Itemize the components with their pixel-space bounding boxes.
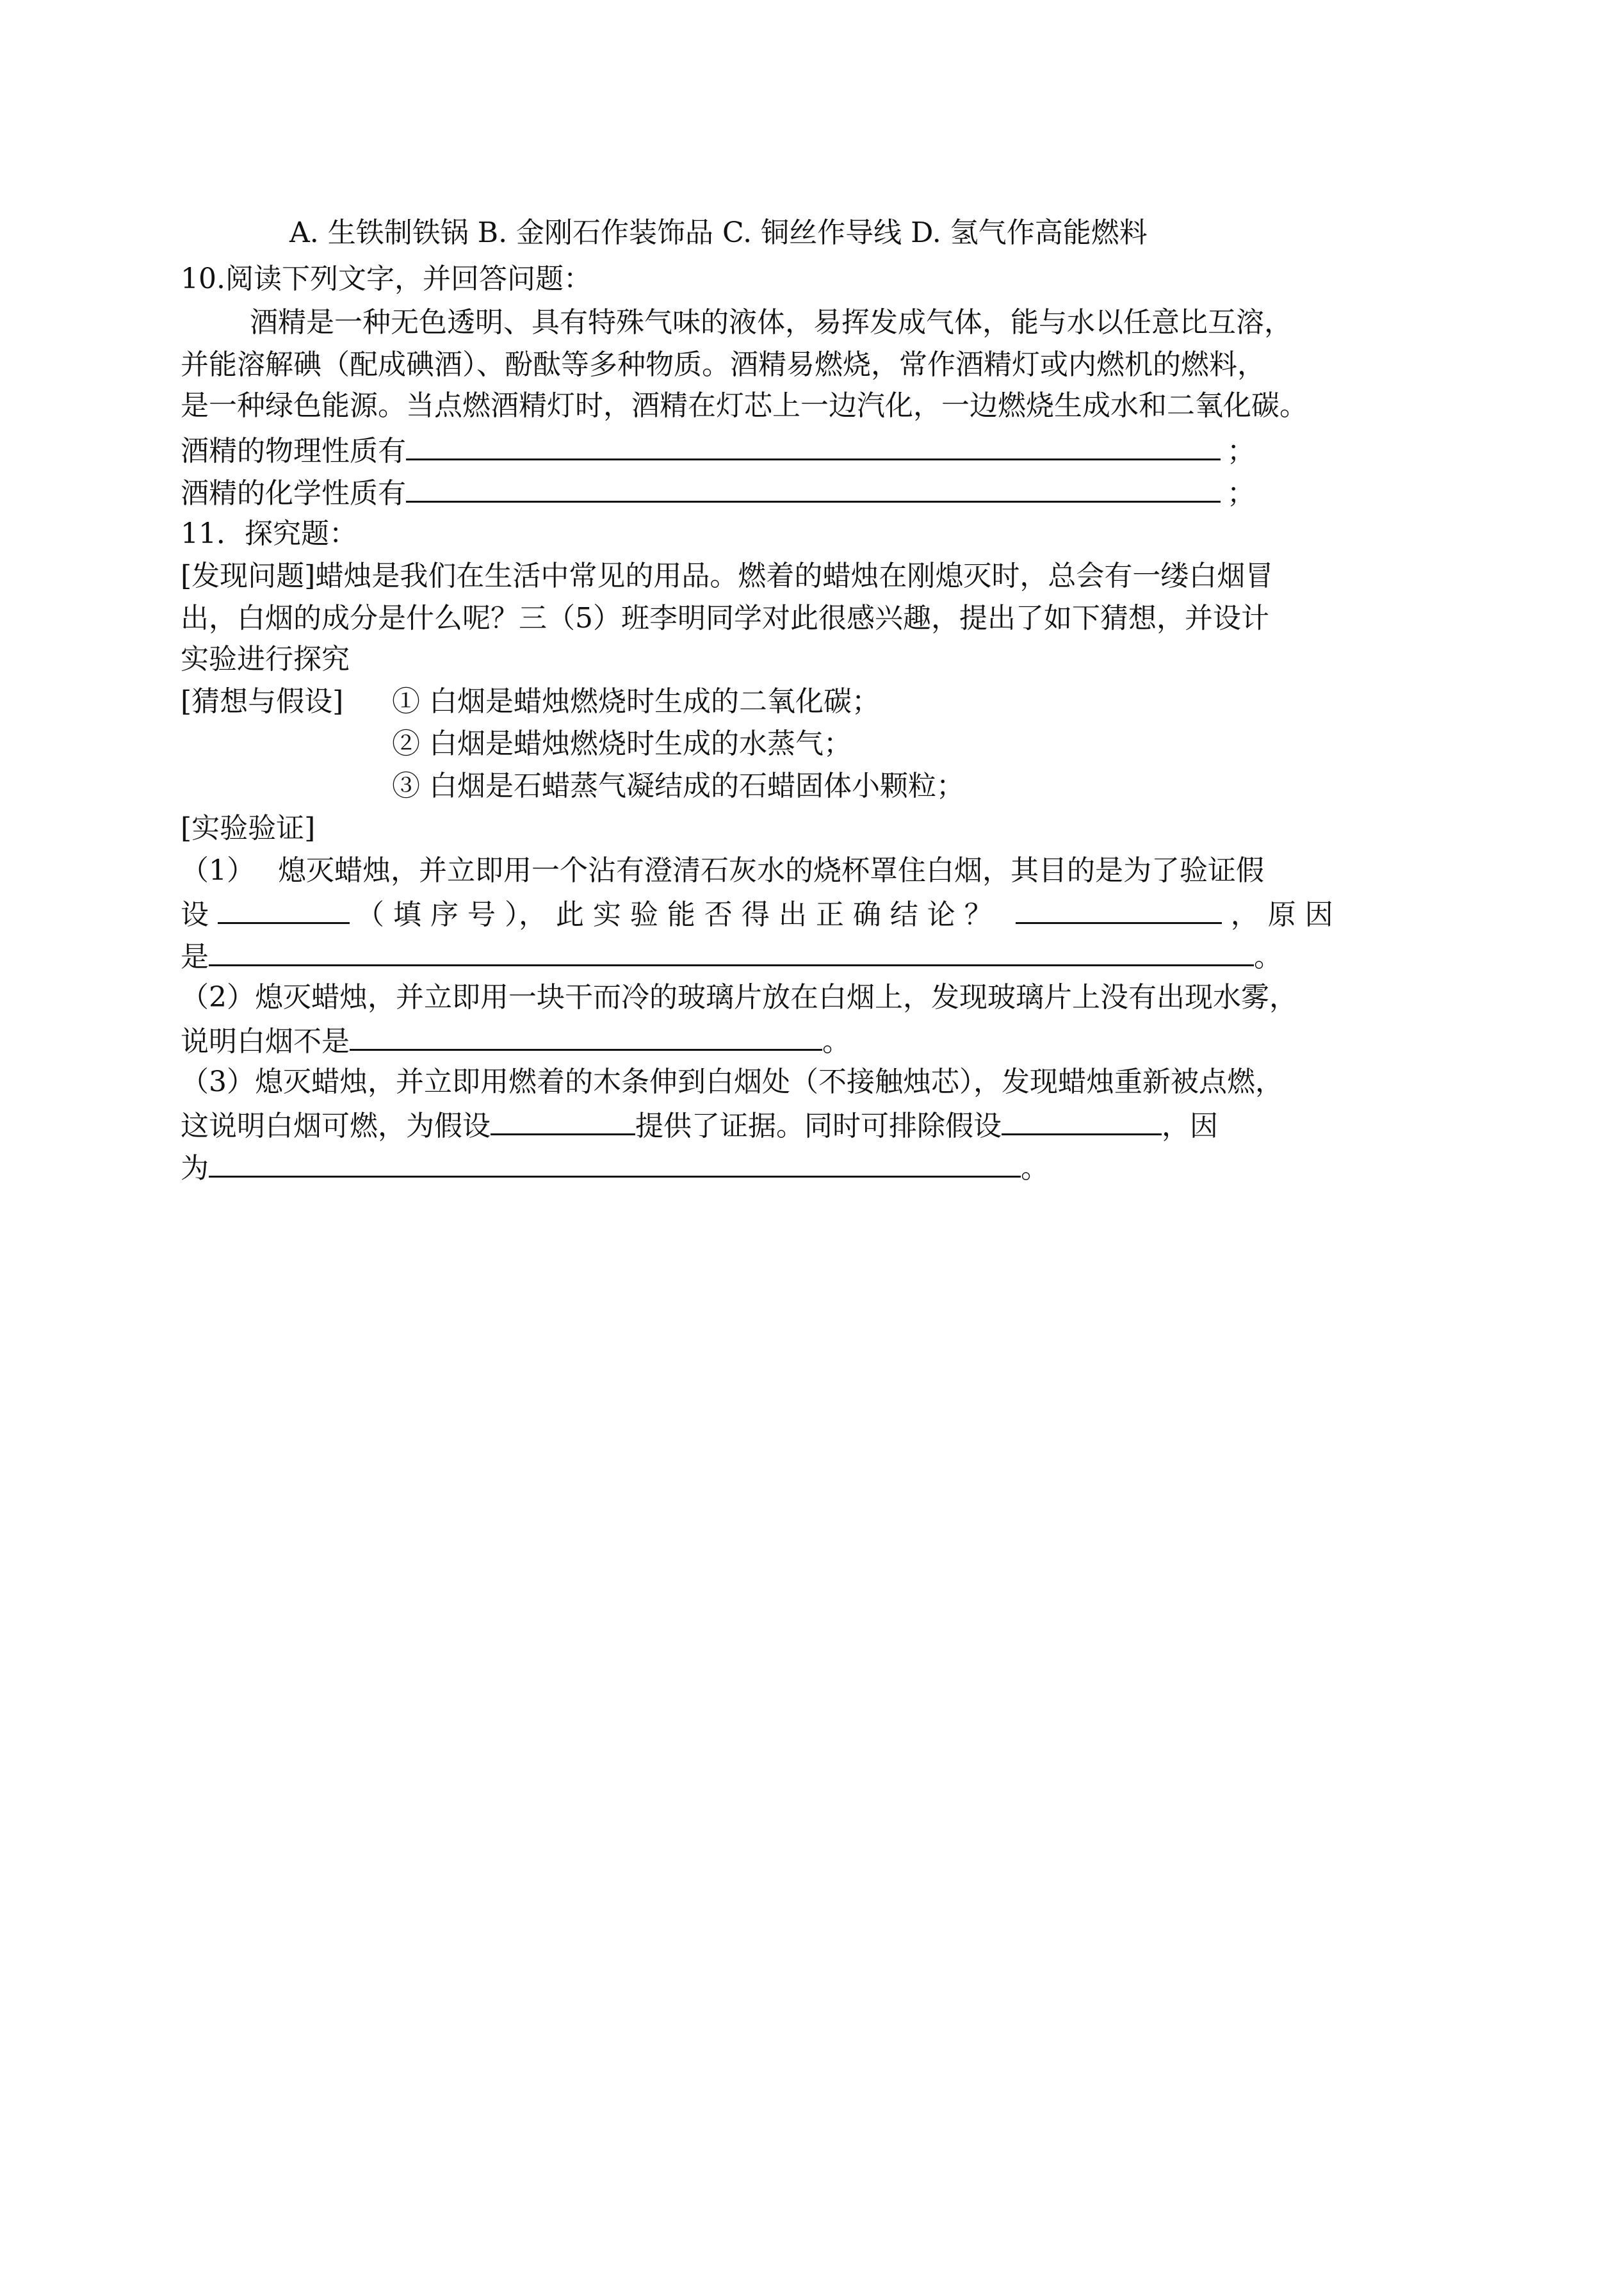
exp1-text-c: ， 原 因 <box>1230 898 1333 931</box>
exp3-support-blank[interactable] <box>491 1105 635 1135</box>
experiment-3-line-2 <box>181 1105 1218 1146</box>
experiment-2-line-1: （2）熄灭蜡烛，并立即用一块干而冷的玻璃片放在白烟上，发现玻璃片上没有出现水雾， <box>181 981 1297 1014</box>
experiment-3-line-3 <box>181 1148 1049 1188</box>
exp1-reason-blank[interactable] <box>209 936 1254 966</box>
verify-label: [实验验证] <box>181 812 316 845</box>
exp1-reason-label: 是 <box>181 941 209 973</box>
chemical-properties-label: 酒精的化学性质有 <box>181 477 406 510</box>
experiment-1-line-1: （1） 熄灭蜡烛，并立即用一个沾有澄清石灰水的烧杯罩住白烟，其目的是为了验证假 <box>181 854 1264 887</box>
physical-properties-label: 酒精的物理性质有 <box>181 435 406 467</box>
exp1-end: 。 <box>1254 941 1282 973</box>
q11-problem-line-1: [发现问题]蜡烛是我们在生活中常见的用品。燃着的蜡烛在刚熄灭时，总会有一缕白烟冒 <box>181 560 1274 592</box>
experiment-3-line-1: （3）熄灭蜡烛，并立即用燃着的木条伸到白烟处（不接触烛芯），发现蜡烛重新被点燃， <box>181 1066 1283 1098</box>
exp2-text-a: 说明白烟不是 <box>181 1025 350 1058</box>
q11-problem-line-3: 实验进行探究 <box>181 643 350 676</box>
exp3-exclude-blank[interactable] <box>1002 1105 1162 1135</box>
chemical-properties-blank[interactable] <box>406 473 1221 503</box>
exp1-conclusion-blank[interactable] <box>1016 894 1222 924</box>
exp1-hypothesis-blank[interactable] <box>218 894 350 924</box>
hypothesis-label: [猜想与假设] <box>181 685 344 718</box>
hypothesis-1: ① 白烟是蜡烛燃烧时生成的二氧化碳； <box>392 685 880 718</box>
hypothesis-3: ③ 白烟是石蜡蒸气凝结成的石蜡固体小颗粒； <box>392 770 964 802</box>
q10-paragraph-line-3: 是一种绿色能源。当点燃酒精灯时，酒精在灯芯上一边汽化，一边燃烧生成水和二氧化碳。 <box>181 389 1308 422</box>
hypothesis-2: ② 白烟是蜡烛燃烧时生成的水蒸气； <box>392 727 852 760</box>
q10-physical-properties <box>181 430 1255 471</box>
q10-chemical-properties <box>181 473 1255 513</box>
experiment-1-line-3 <box>181 936 1282 977</box>
exp1-text-b: （ 填 序 号 ）， 此 实 验 能 否 得 出 正 确 结 论 ？ <box>356 898 993 931</box>
experiment-2-line-2 <box>181 1021 850 1061</box>
exp3-reason-blank[interactable] <box>209 1148 1021 1178</box>
exp3-reason-label: 为 <box>181 1152 209 1185</box>
experiment-1-line-2 <box>181 894 1333 934</box>
exp3-text-c: ，因 <box>1162 1110 1218 1142</box>
q11-title: 11．探究题： <box>181 517 357 550</box>
q10-paragraph-line-2: 并能溶解碘（配成碘酒）、酚酞等多种物质。酒精易燃烧，常作酒精灯或内燃机的燃料， <box>181 348 1265 381</box>
exp3-text-b: 提供了证据。同时可排除假设 <box>635 1110 1002 1142</box>
exp2-end: 。 <box>822 1025 850 1058</box>
physical-properties-blank[interactable] <box>406 430 1221 460</box>
exp3-text-a: 这说明白烟可燃，为假设 <box>181 1110 491 1142</box>
exp2-blank[interactable] <box>350 1021 822 1051</box>
exp3-end: 。 <box>1021 1152 1049 1185</box>
end-punct: ； <box>1227 477 1255 510</box>
q10-title: 10.阅读下列文字，并回答问题： <box>181 263 592 295</box>
end-punct: ； <box>1227 435 1255 467</box>
exp1-text-a: 设 <box>181 898 209 931</box>
q10-paragraph-line-1: 酒精是一种无色透明、具有特殊气味的液体，易挥发成气体，能与水以任意比互溶， <box>250 306 1292 339</box>
q11-problem-line-2: 出，白烟的成分是什么呢？三（5）班李明同学对此很感兴趣，提出了如下猜想，并设计 <box>181 602 1269 635</box>
q9-options: A. 生铁制铁锅 B. 金刚石作装饰品 C. 铜丝作导线 D. 氢气作高能燃料 <box>289 216 1148 249</box>
